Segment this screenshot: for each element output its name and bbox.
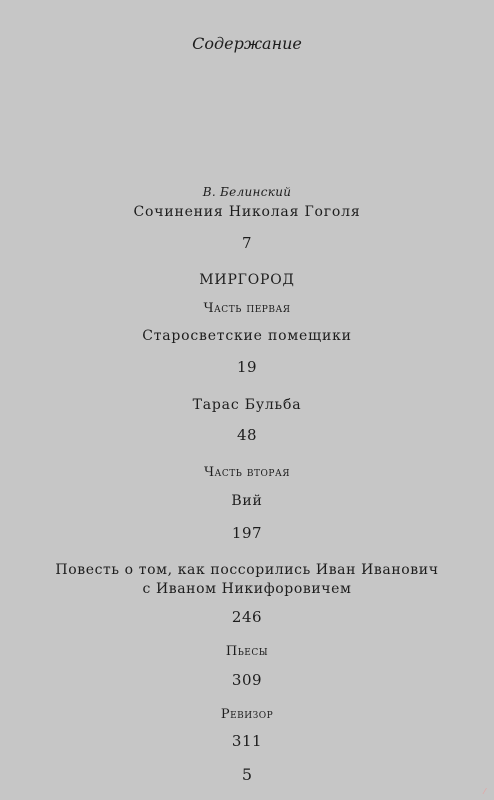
corner-mark-icon: ⁄ [484,787,486,796]
toc-entry-povest-line1: Повесть о том, как поссорились Иван Иванович [55,562,439,578]
toc-page-plays: 309 [231,671,263,689]
toc-entry-essay: Сочинения Николая Гоголя [133,204,361,220]
toc-page-viy: 197 [231,524,263,542]
toc-title: Содержание [192,34,302,53]
toc-entry-povest-line2: с Иваном Никифоровичем [142,581,352,597]
toc-entry-viy: Вий [231,493,263,509]
toc-page-starosvetskie: 19 [236,358,258,376]
toc-entry-revizor: Ревизор [220,707,274,722]
toc-page-essay: 7 [241,234,253,252]
toc-page-revizor: 311 [231,732,263,750]
toc-entry-starosvetskie: Старосветские помещики [142,328,352,344]
toc-page-taras: 48 [236,426,258,444]
page-folio: 5 [241,765,253,784]
toc-part-one: Часть первая [203,301,291,316]
toc-page-povest: 246 [231,608,263,626]
toc-part-two: Часть вторая [203,465,291,480]
toc-section-plays: Пьесы [225,644,269,659]
toc-entry-taras: Тарас Бульба [192,397,302,413]
toc-author: В. Белинский [202,185,292,199]
toc-section-mirgorod: МИРГОРОД [199,272,295,288]
